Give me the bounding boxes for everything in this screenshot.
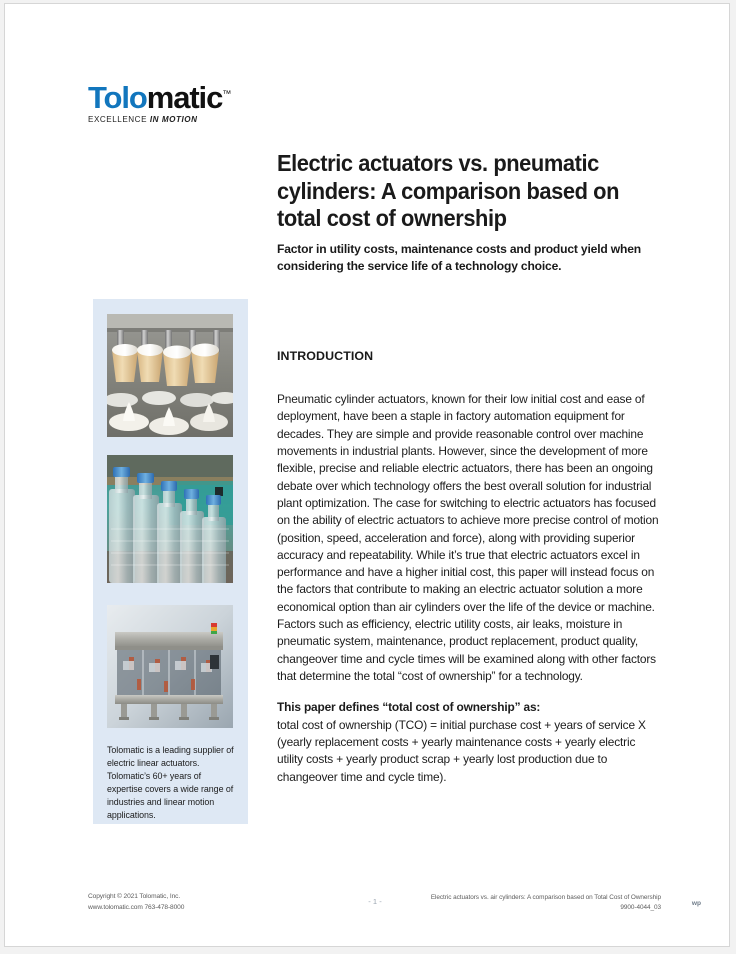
plastic-water-bottles-photo (107, 455, 233, 583)
definition-lead-text: This paper defines “total cost of ownership” as: (277, 700, 541, 715)
footer-contact: www.tolomatic.com 763-478-8000 (88, 903, 185, 911)
footer-document-mark: wp (691, 900, 701, 907)
document-page (4, 3, 730, 947)
logo-word-tolo: Tolo (88, 80, 147, 115)
footer-document-number: 9900-4044_03 (620, 904, 661, 912)
packaging-machine-illustration (107, 605, 233, 728)
body-paragraph-1: Pneumatic cylinder actuators, known for their low initial cost and ease of deployment, have been a staple in factory automation equipment for decades. They are simple and provide reasonable control over machine movements in industrial plants. However, since the development of more flexible, precise and reliable electric actuators, there has been an ongoing debate over which technology offers the best overall solution for industrial plant optimization. The case for switching to electric actuators has focused on the ability of electric actuators to achieve more precise control of motion (position, speed, acceleration and force), along with providing superior accuracy and repeatability. While it’s true that electric actuators excel in performance and have a higher initial cost, this paper will instead focus on the factors that contribute to making an electric actuator solution a more economical option than air cylinders over the life of the device or machine. Factors such as efficiency, electric utility costs, air leaks, moisture in pneumatic system, maintenance, product replacement, product quality, changeover time and cycle times will be examined along with other factors that determine the total “cost of ownership” for a technology. (277, 392, 659, 683)
logo-tagline-bold: IN MOTION (149, 115, 198, 124)
logo-tagline-plain: EXCELLENCE (88, 115, 150, 124)
logo-tagline (88, 115, 248, 124)
footer-left (88, 892, 184, 913)
sidebar-caption: Tolomatic is a leading supplier of electric linear actuators. Tolomatic’s 60+ years of expertise covers a wide range of industries and linear motion applications. (107, 745, 234, 820)
tolomatic-logo (88, 82, 248, 124)
ice-cream-cone-illustration (107, 314, 233, 437)
definition-lead (277, 699, 659, 716)
footer-right (431, 893, 661, 914)
water-bottles-illustration (107, 455, 233, 583)
logo-word-matic: matic (146, 80, 223, 115)
ice-cream-cone-filling-line-photo (107, 314, 233, 437)
logo-wordmark (88, 82, 248, 113)
body-column (277, 391, 659, 800)
page-title: Electric actuators vs. pneumatic cylinders: A comparison based on total cost of ownership (277, 150, 620, 232)
packaging-machine-photo (107, 605, 233, 728)
title-block (277, 150, 659, 233)
section-heading-introduction: INTRODUCTION (277, 349, 374, 363)
footer-document-title: Electric actuators vs. air cylinders: A comparison based on Total Cost of Ownership (430, 894, 661, 901)
footer-page-number: - 1 - (368, 897, 382, 906)
page-subtitle: Factor in utility costs, maintenance costs and product yield when considering the service life of a technology choice. (277, 242, 641, 274)
definition-body: total cost of ownership (TCO) = initial purchase cost + years of service X (yearly replacement costs + yearly maintenance costs + yearly electric utility costs + yearly product scrap + yearly lost production due to changeover time and cycle time). (277, 717, 646, 784)
trademark-icon: ™ (222, 88, 232, 99)
footer-copyright: Copyright © 2021 Tolomatic, Inc. (88, 893, 181, 900)
